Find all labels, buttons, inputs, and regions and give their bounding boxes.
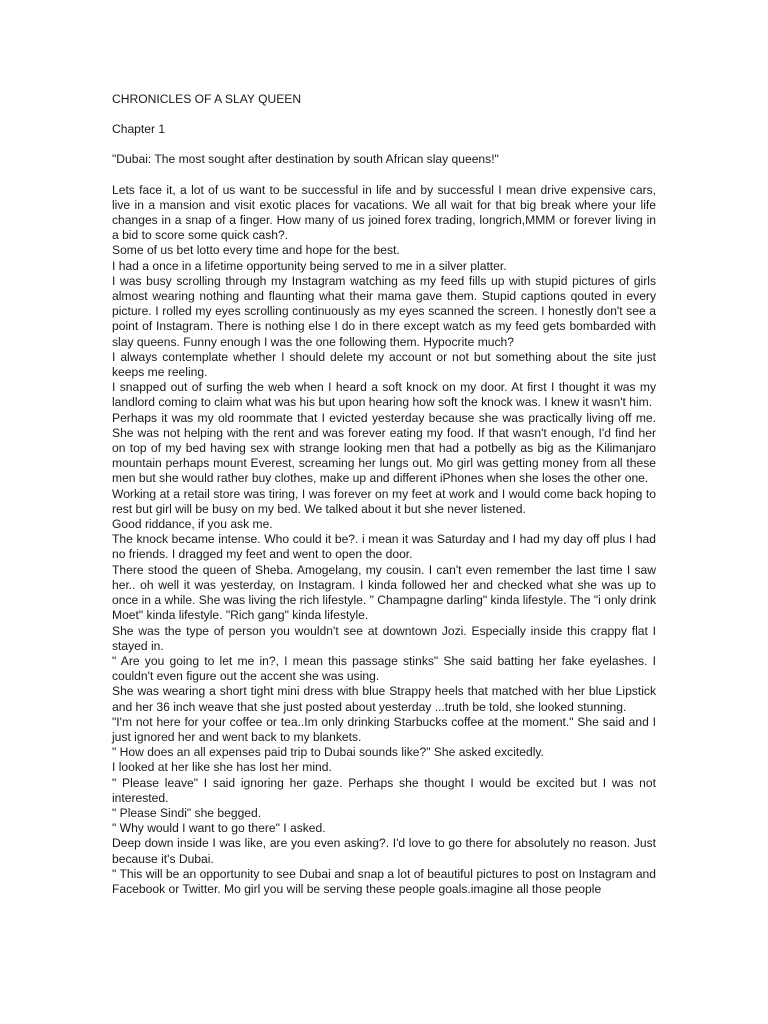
paragraph: I was busy scrolling through my Instagram watching as my feed fills up with stupid pictures of girls almost wearing nothing and flaunting what their mama gave them. Stupid captions qouted in every picture. I rolled my eyes scrolling continuously as my eyes scanned the screen. I honestly don't see a point of Instagram. There is nothing else I do in there except watch as my feed gets bombarded with slay queens. Funny enough I was the one following them. Hypocrite much? bbox=[112, 273, 656, 349]
paragraph: Deep down inside I was like, are you even asking?. I'd love to go there for absolutely no reason. Just because it's Dubai. bbox=[112, 836, 656, 866]
paragraph: I always contemplate whether I should delete my account or not but something about the site just keeps me reeling. bbox=[112, 349, 656, 380]
chapter-heading: Chapter 1 bbox=[112, 122, 166, 137]
paragraph: Lets face it, a lot of us want to be successful in life and by successful I mean drive expensive cars, live in a mansion and visit exotic places for vacations. We all wait for that big break where your life changes in a snap of a finger. How many of us joined forex trading, longrich,MMM or forever living in a bid to score some quick cash?. bbox=[112, 182, 656, 243]
document-page bbox=[112, 92, 656, 897]
paragraph: Perhaps it was my old roommate that I evicted yesterday because she was practically living off me. She was not helping with the rent and was forever eating my food. If that wasn't enough, I'd find her on top of my bed having sex with strange looking men that had a potbelly as big as the Kilimanjaro mountain perhaps mount Everest, screaming her lungs out. Mo girl was getting money from all these men but she would rather buy clothes, make up and different iPhones when she loses the other one. bbox=[112, 410, 656, 486]
paragraph: Working at a retail store was tiring, I was forever on my feet at work and I would come back hoping to rest but girl will be busy on my bed. We talked about it but she never listened. bbox=[112, 486, 656, 516]
paragraph: There stood the queen of Sheba. Amogelang, my cousin. I can't even remember the last time I saw her.. oh well it was yesterday, on Instagram. I kinda followed her and checked what she was up to once in a while. She was living the rich lifestyle. " Champagne darling" kinda lifestyle. The "i only drink Moet" kinda lifestyle. "Rich gang" kinda lifestyle. bbox=[112, 562, 656, 623]
paragraph: " How does an all expenses paid trip to Dubai sounds like?" She asked excitedly. bbox=[112, 745, 544, 760]
paragraph: I had a once in a lifetime opportunity being served to me in a silver platter. bbox=[112, 258, 507, 273]
paragraph: Some of us bet lotto every time and hope for the best. bbox=[112, 243, 400, 258]
paragraph: She was wearing a short tight mini dress with blue Strappy heels that matched with her blue Lipstick and her 36 inch weave that she just posted about yesterday ...truth be told, she looked stunning. bbox=[112, 684, 656, 714]
paragraph: " Please Sindi" she begged. bbox=[112, 805, 262, 820]
lead-quote: "Dubai: The most sought after destination by south African slay queens!" bbox=[112, 152, 499, 167]
document-title: CHRONICLES OF A SLAY QUEEN bbox=[112, 92, 302, 106]
paragraph: " Why would I want to go there" I asked. bbox=[112, 821, 326, 836]
paragraph: The knock became intense. Who could it be?. i mean it was Saturday and I had my day off plus I had no friends. I dragged my feet and went to open the door. bbox=[112, 532, 656, 562]
paragraph: Good riddance, if you ask me. bbox=[112, 517, 273, 532]
paragraph: She was the type of person you wouldn't see at downtown Jozi. Especially inside this crappy flat I stayed in. bbox=[112, 623, 656, 653]
paragraph: "I'm not here for your coffee or tea..Im only drinking Starbucks coffee at the moment." She said and I just ignored her and went back to my blankets. bbox=[112, 714, 656, 744]
paragraph: " Are you going to let me in?, I mean this passage stinks" She said batting her fake eyelashes. I couldn't even figure out the accent she was using. bbox=[112, 653, 656, 684]
paragraph: I looked at her like she has lost her mind. bbox=[112, 760, 332, 775]
paragraph: " This will be an opportunity to see Dubai and snap a lot of beautiful pictures to post on Instagram and Facebook or Twitter. Mo girl you will be serving these people goals.imagine all those people bbox=[112, 866, 656, 896]
paragraph: I snapped out of surfing the web when I heard a soft knock on my door. At first I thought it was my landlord coming to claim what was his but upon hearing how soft the knock was. I knew it wasn't him. bbox=[112, 380, 656, 410]
paragraph: " Please leave" I said ignoring her gaze. Perhaps she thought I would be excited but I was not interested. bbox=[112, 775, 656, 805]
